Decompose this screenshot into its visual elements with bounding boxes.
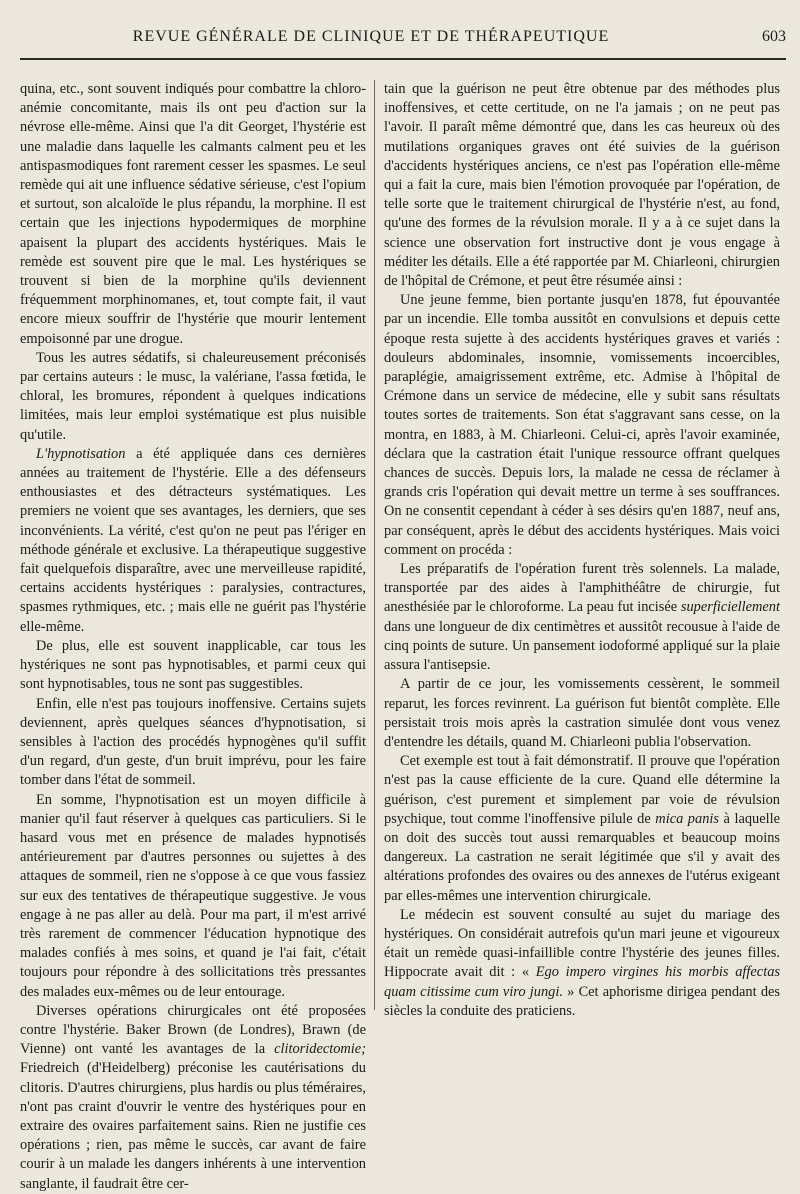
- text-run: Les préparatifs de l'opération furent très solennels. La malade, transportée par des aides à l'amphithéâtre de chirurgie, fut anesthésiée par le chloroforme. La peau fut incisée: [384, 561, 780, 616]
- text-run: A partir de ce jour, les vomissements cessèrent, le sommeil reparut, les forces revinrent. La guérison fut bientôt complète. Elle persistait trois mois après la castration simulée dont vous venez d'entendre les détails, quand M. Chiarleoni publia l'observation.: [384, 676, 780, 750]
- italic-run: superficiellement: [680, 599, 780, 616]
- paragraph: [384, 80, 780, 291]
- text-run: Diverses opérations chirurgicales ont été proposées contre l'hystérie. Baker Brown (de Londres), Brawn (de Vienne) ont vanté les avantages de la: [20, 1002, 366, 1058]
- text-run: En somme, l'hypnotisation est un moyen difficile à manier qu'il faut réserver à quelques cas particuliers. Si le hasard vous met en présence de malades hypnotisés antérieurement par d'autres personnes ou sujettes à des attaques de sommeil, rien ne s'oppose à ce que vous fassiez sur eux des tentatives de thérapeutique suggestive. Je vous engage à ne pas aller au delà. Pour ma part, il m'est arrivé très rarement de commencer l'éducation hypnotique des malades confiés à mes soins, et quand je l'ai fait, c'était toujours pour répondre à des sollicitations très pressantes des malades eux-mêmes ou de leur entourage.: [20, 791, 366, 1000]
- paragraph: [20, 445, 366, 637]
- column-divider: [374, 80, 375, 1010]
- right-column: [384, 80, 780, 1021]
- paragraph: [20, 349, 366, 445]
- italic-run: Ego impero virgines his morbis affectas quam citissime cum viro jungi.: [384, 964, 780, 1000]
- page-number: 603: [762, 28, 786, 45]
- paragraph: [384, 560, 780, 675]
- text-run: à laquelle on doit des succès tout aussi remarquables et beaucoup moins dangereux. La castration ne serait légitimée que s'il y avait des altérations profondes des ovaires ou des annexes de l'utérus exigeant par elles-mêmes une intervention chirurgicale.: [384, 810, 780, 904]
- paragraph: [20, 637, 366, 695]
- left-column: [20, 80, 366, 1194]
- paragraph: [20, 1002, 366, 1194]
- running-title: REVUE GÉNÉRALE DE CLINIQUE ET DE THÉRAPEUTIQUE: [132, 28, 610, 45]
- header-rule: [20, 58, 786, 60]
- text-run: Le médecin est souvent consulté au sujet du mariage des hystériques. On considérait autrefois qu'un mari jeune et vigoureux était un remède quasi-infaillible contre l'hystérie des jeunes filles. Hippocrate avait dit : «: [384, 906, 780, 981]
- italic-run: L'hypnotisation: [36, 445, 126, 462]
- text-run: dans une longueur de dix centimètres et aussitôt recousue à l'aide de cinq points de suture. Un pansement iodoformé appliqué sur la plaie assura l'antisepsie.: [384, 618, 780, 674]
- italic-run: mica panis: [655, 810, 719, 827]
- paragraph: [384, 291, 780, 560]
- text-run: tain que la guérison ne peut être obtenue par des méthodes plus inoffensives, et cette certitude, on ne l'a jamais ; on ne peut pas l'avoir. Il paraît même démontré que, dans les cas heureux où des mutilations organiques graves ont été suivies de la guérison d'accidents hystériques anciens, ce n'est pas l'opération elle-même qui a fait la cure, mais bien l'émotion provoquée par l'opération, de telle sorte que le traitement chirurgical de l'hystérie n'est, au fond, qu'une des formes de la révulsion morale. Il y a à ce sujet dans la science une observation fort instructive dont je vous engage à méditer les détails. Elle a été rapportée par M. Chiarleoni, chirurgien de l'hôpital de Crémone, et peut être résumée ainsi :: [384, 81, 780, 290]
- text-run: Friedreich (d'Heidelberg) préconise les cautérisations du clitoris. D'autres chirurgiens, plus hardis ou plus téméraires, n'ont pas craint d'ouvrir le ventre des hystériques pour en extraire des ovaires parfaitement sains. Rien ne justifie ces opérations ; rien, pas même le succès, car avant de faire courir à un malade les dangers inhérents à une intervention sanglante, il faudrait être cer-: [20, 1060, 366, 1192]
- italic-run: clitoridectomie;: [274, 1041, 366, 1058]
- text-run: Cet exemple est tout à fait démonstratif. Il prouve que l'opération n'est pas la cause efficiente de la cure. Quand elle détermine la guérison, c'est purement et simplement par voie de révulsion psychique, tout comme l'inoffensive pilule de: [384, 753, 780, 827]
- text-run: a été appliquée dans ces dernières années au traitement de l'hystérie. Elle a des défenseurs enthousiastes et des détracteurs systématiques. Les premiers ne voient que ses avantages, les derniers, que ses inconvénients. La vérité, c'est qu'on ne peut pas l'ériger en méthode générale et exclusive. La thérapeutique suggestive fait quelquefois disparaître, avec une merveilleuse rapidité, certains accidents hystériques : paralysies, contractures, spasmes rythmiques, etc. ; mais elle ne guérit pas l'hystérie elle-même.: [20, 445, 366, 635]
- running-header: [20, 28, 786, 50]
- paragraph: [384, 675, 780, 752]
- text-run: De plus, elle est souvent inapplicable, car tous les hystériques ne sont pas hypnotisables, et parmi ceux qui sont hypnotisables, tous ne sont pas suggestibles.: [20, 637, 366, 693]
- text-run: » Cet aphorisme dirigea pendant des siècles la conduite des praticiens.: [384, 983, 781, 1019]
- paragraph: [20, 80, 366, 349]
- paragraph: [20, 791, 366, 1002]
- text-run: Enfin, elle n'est pas toujours inoffensive. Certains sujets deviennent, après quelques séances d'hypnotisation, si sensibles à l'action des procédés hypnogènes qu'il suffit d'un regard, d'un geste, d'un bruit imprévu, pour les faire tomber dans l'état de sommeil.: [20, 695, 366, 789]
- text-run: Une jeune femme, bien portante jusqu'en 1878, fut épouvantée par un incendie. Elle tomba aussitôt en convulsions et depuis cette époque resta sujette à des accidents hystériques graves et variés : douleurs abdominales, insomnie, vomissements incoercibles, paraplégie, amaigrissement extrême, etc. Admise à l'hôpital de Crémone dans un service de médecine, elle y subit sans résultats toutes sortes de traitements. Son état s'aggravant sans cesse, on la montra, en 1883, à M. Chiarleoni. Celui-ci, après l'avoir examinée, déclara que la castration était l'unique ressource offrant quelques chances de succès. Depuis lors, la malade ne cessa de réclamer à grands cris l'opération qui devait mettre un terme à ses souffrances. On ne consentit cependant à céder à ses désirs qu'en 1887, neuf ans, par conséquent, après le début des accidents hystériques. Mais voici comment on procéda :: [384, 292, 780, 558]
- paragraph: [384, 752, 780, 906]
- paragraph: [20, 695, 366, 791]
- text-run: quina, etc., sont souvent indiqués pour combattre la chloro-anémie concomitante, mais ils ont peu d'action sur la névrose elle-même. Ainsi que l'a dit Georget, l'hystérie est une maladie dans laquelle les calmants calment peu et les antispasmodiques font rarement cesser les spasmes. Le seul remède qui ait une influence sédative sérieuse, c'est l'opium et surtout, son alcaloïde le plus répandu, la morphine. Il est certain que les injections hypodermiques de morphine apaisent la plupart des accidents hystériques. Mais le remède est souvent pire que le mal. Les hystériques se trouvent si bien de la morphine qu'ils deviennent fréquemment morphinomanes, et, tout compte fait, il vaut encore mieux souffrir de l'hystérie que mourir lentement empoisonné par une drogue.: [20, 81, 366, 347]
- text-run: Tous les autres sédatifs, si chaleureusement préconisés par certains auteurs : le musc, la valériane, l'assa fœtida, le chloral, les bromures, répondent à quelques indications limitées, mais leur emploi systématique est plus nuisible qu'utile.: [20, 349, 366, 443]
- paragraph: [384, 906, 780, 1021]
